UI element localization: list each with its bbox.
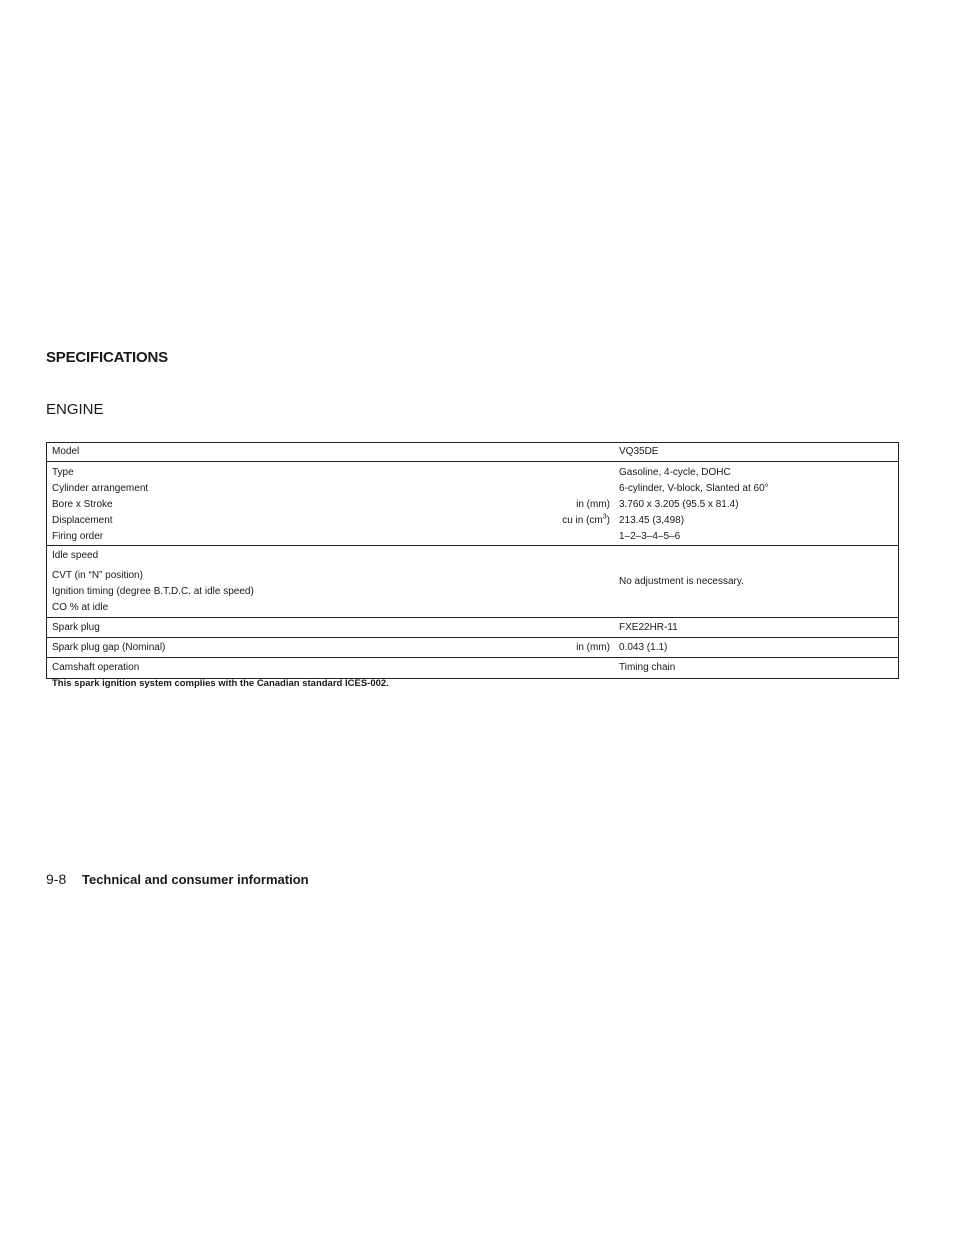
- bore-value: 3.760 x 3.205 (95.5 x 81.4): [619, 499, 739, 510]
- sub-title: ENGINE: [46, 401, 104, 418]
- ignition-timing-label: Ignition timing (degree B.T.D.C. at idle speed): [52, 586, 254, 597]
- spark-plug-label: Spark plug: [52, 622, 100, 633]
- displacement-label: Displacement: [52, 515, 113, 526]
- page-number: 9-8: [46, 871, 67, 887]
- cylinder-label: Cylinder arrangement: [52, 483, 149, 494]
- type-label: Type: [52, 467, 74, 478]
- model-label: Model: [52, 446, 80, 457]
- table-row-engine-basics: [47, 461, 898, 545]
- cylinder-value: 6-cylinder, V-block, Slanted at 60°: [619, 483, 769, 494]
- displacement-value: 213.45 (3,498): [619, 515, 685, 526]
- idle-speed-label: Idle speed: [52, 550, 99, 561]
- camshaft-label: Camshaft operation: [52, 662, 140, 673]
- firing-order-value: 1–2–3–4–5–6: [619, 531, 681, 542]
- compliance-footnote: This spark ignition system complies with the Canadian standard ICES-002.: [52, 678, 389, 689]
- spark-plug-value: FXE22HR-11: [619, 622, 678, 633]
- table-row-idle: [47, 545, 898, 617]
- co-label: CO % at idle: [52, 602, 109, 613]
- cvt-label: CVT (in “N” position): [52, 570, 143, 581]
- displacement-unit: cu in $(cm^3)$: [562, 513, 610, 526]
- bore-label: Bore x Stroke: [52, 499, 113, 510]
- spark-gap-unit: in (mm): [576, 642, 610, 653]
- idle-value: No adjustment is necessary.: [619, 576, 744, 587]
- camshaft-value: Timing chain: [619, 662, 676, 673]
- bore-unit: in (mm): [576, 499, 610, 510]
- type-value: Gasoline, 4-cycle, DOHC: [619, 467, 731, 478]
- table-row-model: [47, 443, 898, 461]
- section-title: SPECIFICATIONS: [46, 349, 168, 366]
- spark-gap-label: Spark plug gap (Nominal): [52, 642, 166, 653]
- table-row-spark-gap: [47, 637, 898, 657]
- chapter-title: Technical and consumer information: [82, 872, 309, 887]
- spark-gap-value: 0.043 (1.1): [619, 642, 668, 653]
- engine-spec-table: [46, 442, 899, 679]
- table-row-spark-plug: [47, 617, 898, 637]
- firing-order-label: Firing order: [52, 531, 104, 542]
- model-value: VQ35DE: [619, 446, 659, 457]
- table-row-camshaft: [47, 657, 898, 678]
